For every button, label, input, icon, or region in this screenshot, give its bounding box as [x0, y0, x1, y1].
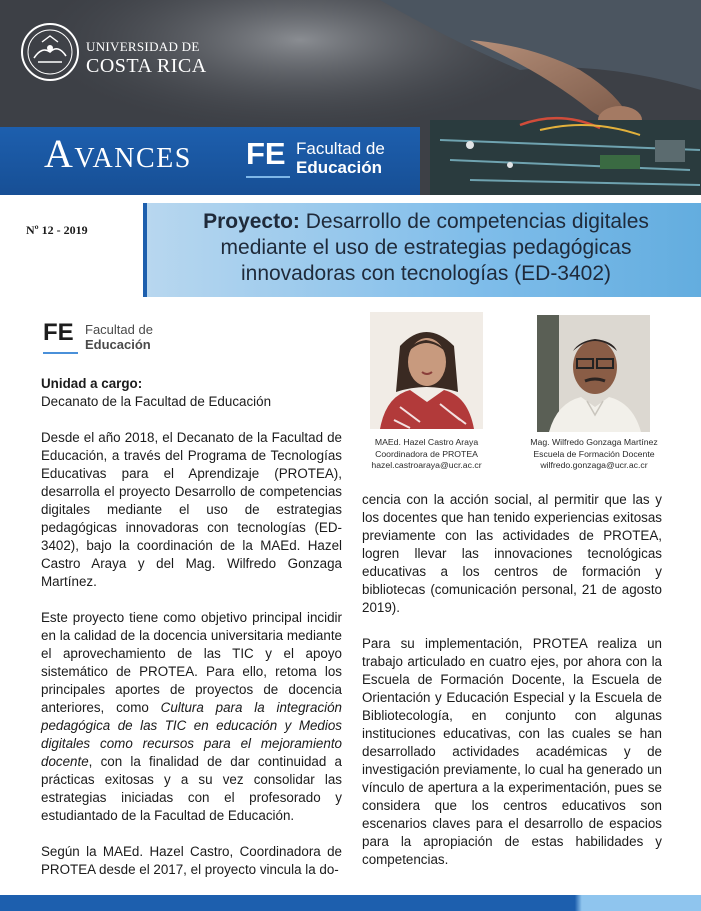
ucr-seal-icon [20, 22, 80, 82]
title-line1: Desarrollo de competencias digitales [299, 210, 649, 233]
unit-heading: Unidad a cargo: [41, 376, 143, 391]
fe-logo-abbr: FE [246, 136, 286, 171]
issue-number: Nº 12 - 2019 [26, 223, 88, 237]
caption-hazel-castro [355, 437, 498, 472]
caption-1-role: Coordinadora de PROTEA [375, 448, 478, 459]
unit-value: Decanato de la Facultad de Educación [41, 394, 272, 409]
footer-band [0, 895, 701, 911]
title-prefix: Proyecto: [203, 210, 300, 233]
photo-hazel-castro [370, 312, 483, 429]
caption-1-name: MAEd. Hazel Castro Araya [374, 437, 479, 447]
project-title [147, 209, 701, 287]
fe-small-underline [43, 352, 78, 354]
paragraph-2-a: Este proyecto tiene como objetivo principal incidir en la calidad de la docencia universitaria mediante el aprovechamiento de las TIC y el apoyo sistemático de PROTEA. Para ello, retoma los principales aportes de proyectos de docencia anteriores, como [41, 610, 342, 715]
masthead [0, 0, 701, 195]
caption-2-role: Escuela de Formación Docente [533, 448, 655, 459]
fe-small-text [85, 323, 153, 351]
fe-logo-underline [246, 176, 290, 178]
faculty-line1: Facultad de [296, 139, 385, 158]
fe-small-line1: Facultad de [85, 322, 153, 337]
title-line3: innovadoras con tecnologías (ED-3402) [240, 262, 612, 285]
university-line1: UNIVERSIDAD DE [86, 39, 200, 54]
paragraph-1: Desde el año 2018, el Decanato de la Facultad de Educación, a través del Programa de Tecnologías Educativas para el Aprendizaje (PROTEA), desarrolla el proyecto Desarrollo de competencias digitales mediante el uso de estrategias pedagógicas innovadoras con tecnologías (ED-3402), bajo la coordinación de la MAEd. Hazel Castro Araya y del Mag. Wilfredo Gonzaga Martínez. [41, 430, 342, 589]
caption-2-name: Mag. Wilfredo Gonzaga Martínez [530, 437, 658, 447]
caption-wilfredo-gonzaga [515, 437, 673, 472]
title-line2: mediante el uso de estrategias pedagógicas [220, 236, 632, 259]
paragraph-2-italic: Cultura para la integración pedagógica de las TIC en educación y Medios digitales como recursos para el mejoramiento docente [41, 700, 343, 769]
faculty-logo-text [296, 140, 385, 176]
photo-wilfredo-gonzaga [537, 315, 650, 432]
university-line2: COSTA RICA [86, 55, 207, 77]
right-column [362, 491, 662, 887]
right-paragraph-1: cencia con la acción social, al permitir que las y los docentes que han tenido experiencias exitosas previamente con las actividades de PROTEA, logren llevar las innovaciones tecnológicas educativas a los centros de formación y bibliotecas (comunicación personal, 21 de agosto 2019). [362, 492, 662, 615]
paragraph-3: Según la MAEd. Hazel Castro, Coordinadora de PROTEA desde el 2017, el proyecto vincula la do- [41, 844, 342, 877]
faculty-line2: Educación [296, 158, 382, 177]
project-title-band [143, 203, 701, 297]
caption-2-email: wilfredo.gonzaga@ucr.ac.cr [540, 460, 648, 470]
paragraph-2 [41, 609, 342, 825]
right-paragraph-2: Para su implementación, PROTEA realiza un trabajo articulado en cuatro ejes, por ahora con la Escuela de Formación Docente, la Escuela de Orientación y Educación Especial y la Escuela de Bibliotecología, en conjunto con algunas instituciones educativas, con las cuales se han desarrollado actividades académicas y de investigación previamente, lo cual ha generado un vínculo de apertura a la experimentación, pues se considera que los centros educativos son escenarios claves para el desarrollo de espacios para la apropiación de estas habilidades y competencias. [362, 636, 662, 867]
paragraph-2-b: , con la finalidad de dar continuidad a prácticas exitosas y a su vez consolidar las estrategias iniciadas con el profesorado y estudiantado de la Facultad de Educación. [41, 754, 342, 823]
fe-small-abbr: FE [43, 319, 74, 346]
publication-name: Avances [44, 131, 192, 176]
caption-1-email: hazel.castroaraya@ucr.ac.cr [371, 460, 482, 470]
university-name [86, 40, 207, 76]
left-column [41, 375, 342, 897]
fe-small-line2: Educación [85, 337, 151, 352]
